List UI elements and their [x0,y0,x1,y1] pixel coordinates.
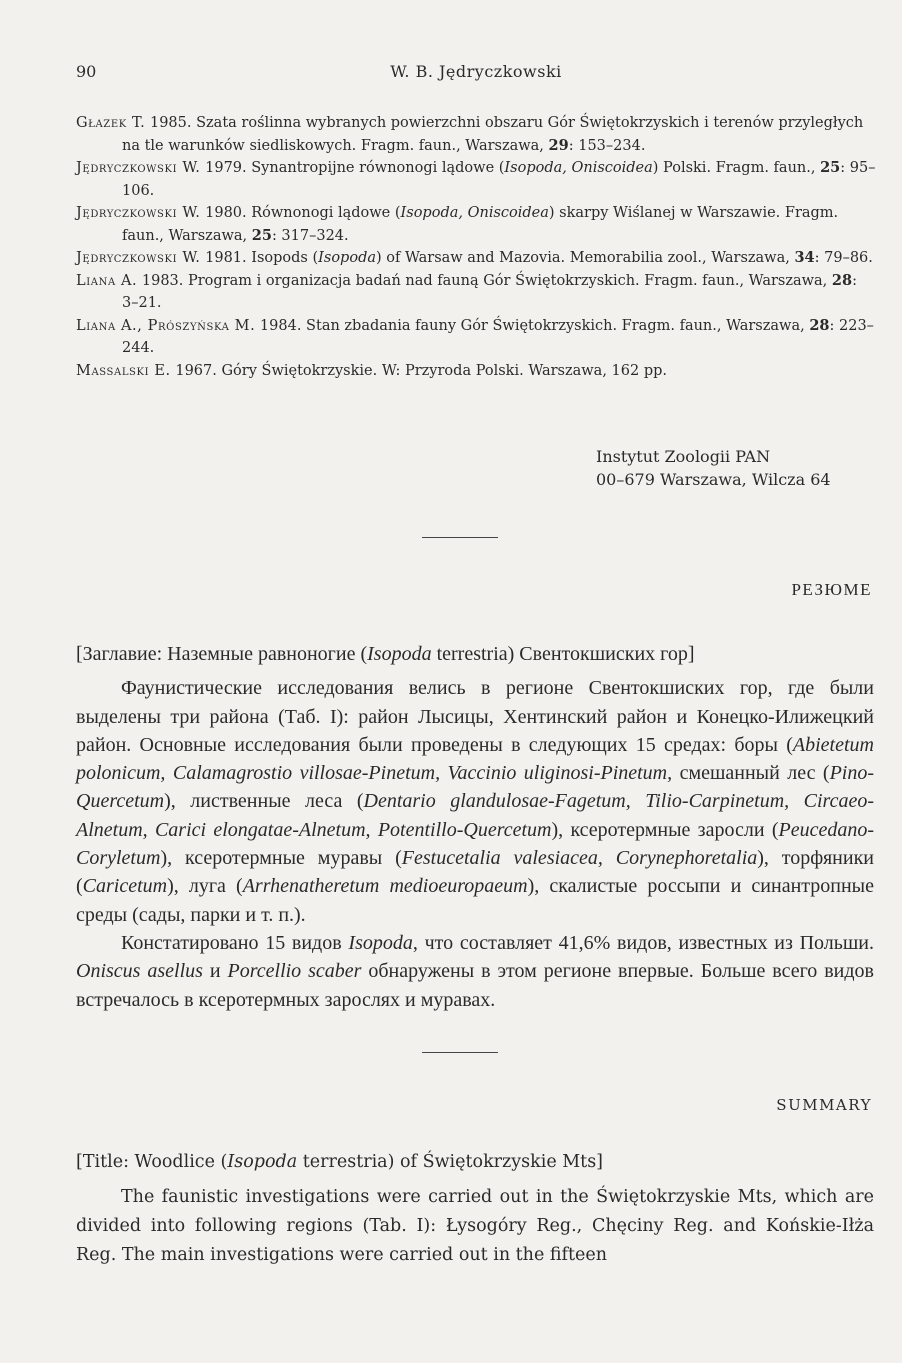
rezyume-paragraph-1: Фаунистические исследования велись в регионе Свентокшиских гор, где были выделены три района (Таб. I): район Лысицы, Хентинский район и Конецко-Илижецкий район. Основные исследования были проведены в следующих 15 средах: боры (Abietetum polonicum, Calamagrostio villosae-Pinetum, Vaccinio uliginosi-Pinetum, смешанный лес (Pino-Quercetum), лиственные леса (Dentario glandulosae-Fagetum, Tilio-Carpinetum, Circaeo-Alnetum, Carici elongatae-Alnetum, Potentillo-Quercetum), ксеротермные заросли (Peucedano-Coryletum), ксеротермные муравы (Festucetalia valesiacea, Corynephoretalia), торфяники (Caricetum), луга (Arrhenatheretum medioeuropaeum), скалистые россыпи и синантропные среды (сады, парки и т. п.). [76,677,875,926]
running-author: W. B. Jędryczkowski [390,62,562,81]
rezyume-paragraph-2: Констатировано 15 видов Isopoda, что составляет 41,6% видов, известных из Польши. Oniscus asellus и Porcellio scaber обнаружены в этом регионе впервые. Больше всего видов встречалось в ксеротермных зарослях и муравах. [76,931,874,1011]
reference-item: Liana A. 1983. Program i organizacja badań nad fauną Gór Świętokrzyskich. Fragm. faun., Warszawa, 28: 3–21. [76,271,857,311]
summary-paragraph-1: The faunistic investigations were carried out in the Świętokrzyskie Mts, which are divided into following regions (Tab. I): Łysogóry Reg., Chęciny Reg. and Końskie-Iłża Reg. The main investigations were carried out in the fifteen [76,1187,874,1265]
reference-item: Massalski E. 1967. Góry Świętokrzyskie. W: Przyroda Polski. Warszawa, 162 pp. [76,362,667,379]
ref-authors: Jędryczkowski W. [76,160,201,176]
running-header [76,62,876,86]
rezyume-heading: РЕЗЮМЕ [791,580,872,599]
section-divider [422,1052,498,1053]
reference-item: Jędryczkowski W. 1979. Synantropijne równonogi lądowe (Isopoda, Oniscoidea) Polski. Fragm. faun., 25: 95–106. [76,159,876,199]
section-divider [422,537,498,538]
summary-title: [Title: Woodlice (Isopoda terrestria) of Świętokrzyskie Mts] [76,1152,604,1172]
ref-authors: Massalski E. [76,362,171,379]
references-list [76,112,876,382]
summary-heading: SUMMARY [776,1096,872,1114]
rezyume-title: [Заглавие: Наземные равноногие (Isopoda terrestria) Свентокшиских гор] [76,643,695,665]
ref-authors: Liana A. [76,272,138,289]
ref-authors: Liana A., Prószyńska M. [76,317,256,334]
rezyume-body [76,640,874,1014]
ref-authors: Jędryczkowski W. [76,205,201,221]
address-line-1: Instytut Zoologii PAN [596,447,771,466]
address-line-2: 00–679 Warszawa, Wilcza 64 [596,470,831,489]
author-address [596,445,831,491]
page-number: 90 [76,62,97,81]
reference-item: Głazek T. 1985. Szata roślinna wybranych powierzchni obszaru Gór Świętokrzyskich i terenów przyległych na tle warunków siedliskowych. Fragm. faun., Warszawa, 29: 153–234. [76,115,864,154]
reference-item: Liana A., Prószyńska M. 1984. Stan zbadania fauny Gór Świętokrzyskich. Fragm. faun., Warszawa, 28: 223–244. [76,316,874,356]
ref-authors: Głazek T. [76,115,146,131]
summary-body [76,1148,874,1270]
reference-item: Jędryczkowski W. 1980. Równonogi lądowe (Isopoda, Oniscoidea) skarpy Wiślanej w Warszawie. Fragm. faun., Warszawa, 25: 317–324. [76,205,839,244]
ref-authors: Jędryczkowski W. [76,250,201,266]
reference-item: Jędryczkowski W. 1981. Isopods (Isopoda) of Warsaw and Mazovia. Memorabilia zool., Warszawa, 34: 79–86. [76,249,873,266]
